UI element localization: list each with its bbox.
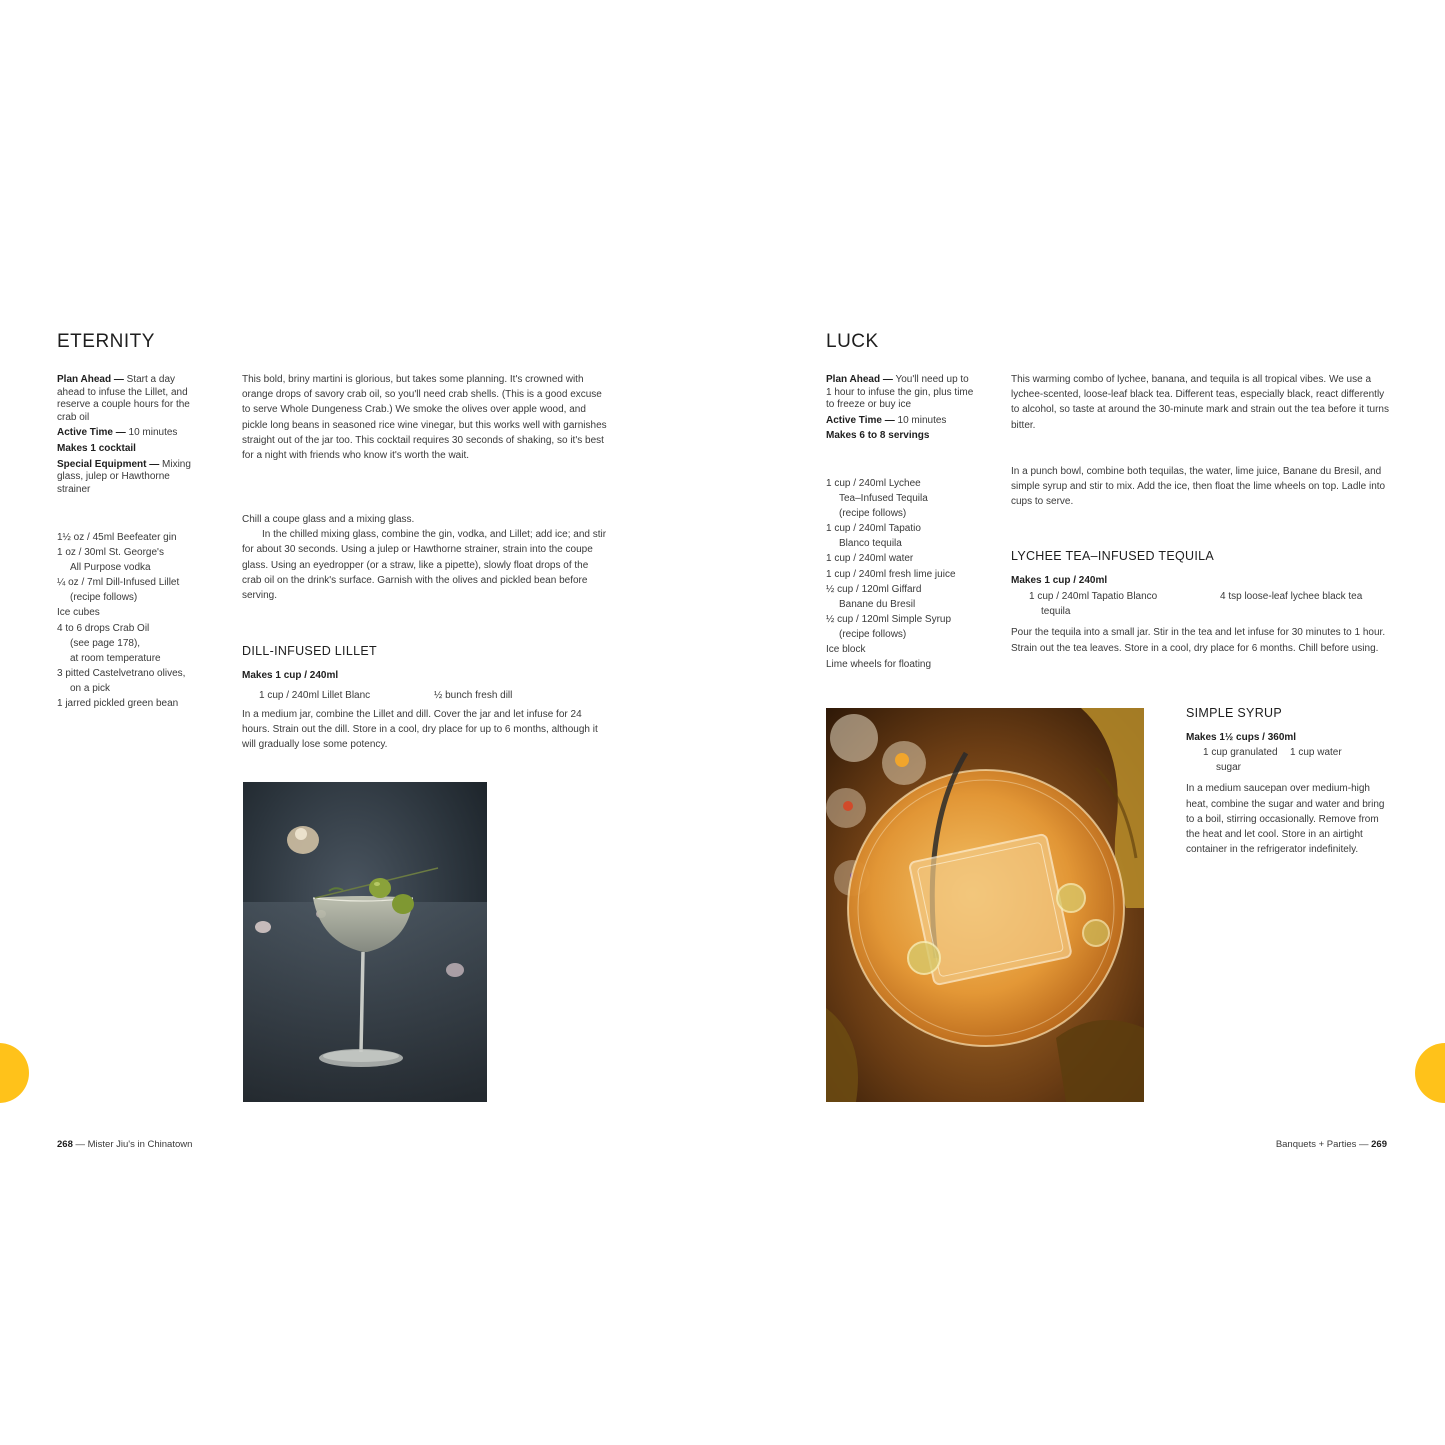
- right-recipe-title: LUCK: [826, 331, 879, 352]
- page-number: 269: [1371, 1139, 1387, 1150]
- subrecipe-yield: Makes 1 cup / 240ml: [1011, 575, 1108, 586]
- plan-ahead: Plan Ahead — Start a day ahead to infuse the Lillet, and reserve a couple hours for the crab oil: [57, 374, 190, 423]
- subrecipe-method: In a medium saucepan over medium-high heat, combine the sugar and water and bring to a boil, stirring occasionally. Remove from the heat and let cool. Store in an airtight container in the refrigerator indefinitely.: [1186, 783, 1385, 856]
- ingredient-item: 1 cup / 240ml Tapatio Blanco tequila: [1029, 591, 1158, 618]
- ingredient-item: 4 to 6 drops Crab Oil (see page 178), at room temperature: [57, 622, 161, 664]
- page-tab-marker-left: [0, 1043, 29, 1103]
- left-page-footer: [57, 1139, 192, 1150]
- subrecipe-title: SIMPLE SYRUP: [1186, 706, 1282, 720]
- left-recipe-meta: [57, 374, 203, 496]
- section-title: Banquets + Parties —: [1275, 1139, 1372, 1150]
- martini-photo: [243, 782, 487, 1102]
- ingredient-item: Ice cubes: [57, 607, 100, 619]
- ingredient-item: Ice block: [826, 644, 866, 656]
- yield: Makes 6 to 8 servings: [826, 430, 930, 442]
- left-method: [242, 512, 610, 603]
- subrecipe-method: In a medium jar, combine the Lillet and dill. Cover the jar and let infuse for 24 hours. Strain out the dill. Store in a cool, dry place for up to 6 months, although it will gradually lose some potency.: [242, 709, 598, 751]
- left-ingredient-list: [57, 530, 217, 711]
- active-time: Active Time — 10 minutes: [826, 414, 947, 426]
- subrecipe-yield: Makes 1½ cups / 360ml: [1186, 732, 1297, 743]
- plan-ahead: Plan Ahead — You'll need up to 1 hour to infuse the gin, plus time to freeze or buy ice: [826, 374, 974, 411]
- ingredient-item: 1 jarred pickled green bean: [57, 698, 179, 710]
- page-tab-marker-right: [1415, 1043, 1445, 1103]
- yield: Makes 1 cocktail: [57, 442, 136, 454]
- subrecipe-yield: Makes 1 cup / 240ml: [242, 670, 339, 681]
- left-intro-text: This bold, briny martini is glorious, but takes some planning. It's crowned with orange drops of savory crab oil, so you'll need crab shells. (This is a good excuse to serve Whole Dungeness Crab.) We smoke the olives over apple wood, and pickle long beans in seasoned rice wine vinegar, but this works well with garnishes straight out of the jar too. This cocktail requires 30 seconds of shaking, so it's best for a night with friends who know it's worth the wait.: [242, 374, 607, 462]
- right-recipe-meta: [826, 374, 976, 443]
- right-intro-text: This warming combo of lychee, banana, and tequila is all tropical vibes. We use a lychee-scented, loose-leaf black tea. Different teas, especially black, react differently to alcohol, so taste at around the 30-minute mark and strain out the tea before it turns bitter.: [1011, 374, 1389, 431]
- ingredient-item: 1 cup / 240ml Lychee Tea–Infused Tequila (recipe follows): [826, 478, 928, 520]
- ingredient-item: 4 tsp loose-leaf lychee black tea: [1220, 591, 1363, 602]
- ingredient-item: 1½ oz / 45ml Beefeater gin: [57, 532, 177, 543]
- subrecipe-ingredients: [1186, 745, 1386, 775]
- ingredient-item: 1 oz / 30ml St. George's All Purpose vodka: [57, 547, 164, 574]
- lychee-tequila-subrecipe: [1011, 549, 1389, 656]
- ingredient-item: 1 cup / 240ml Tapatio Blanco tequila: [826, 523, 921, 550]
- method-step: Chill a coupe glass and a mixing glass.: [242, 514, 415, 525]
- simple-syrup-subrecipe: [1186, 706, 1386, 857]
- ingredient-item: 1 cup / 240ml Lillet Blanc: [259, 690, 371, 701]
- right-method: In a punch bowl, combine both tequilas, the water, lime juice, Banane du Bresil, and simple syrup and stir to mix. Add the ice, then float the lime wheels on top. Ladle into cups to serve.: [1011, 466, 1386, 508]
- ingredient-item: 1 cup granulated sugar: [1203, 747, 1278, 774]
- right-ingredient-list: [826, 476, 991, 672]
- active-time: Active Time — 10 minutes: [57, 427, 178, 439]
- ingredient-item: ½ bunch fresh dill: [434, 690, 513, 701]
- ingredient-item: 1 cup / 240ml water: [826, 553, 914, 565]
- page-number: 268: [57, 1139, 73, 1150]
- subrecipe-title: LYCHEE TEA–INFUSED TEQUILA: [1011, 549, 1214, 563]
- dill-lillet-subrecipe: [242, 644, 610, 753]
- subrecipe-title: DILL-INFUSED LILLET: [242, 644, 377, 658]
- ingredient-item: ½ cup / 120ml Simple Syrup (recipe follows): [826, 613, 952, 640]
- method-step: In the chilled mixing glass, combine the gin, vodka, and Lillet; add ice; and stir for about 30 seconds. Using a julep or Hawthorne strainer, strain into the coupe glass. Using an eyedropper (or a straw, like a pipette), slowly float drops of the crab oil on the drink's surface. Garnish with the olives and pickled bean before serving.: [242, 529, 607, 602]
- ingredient-item: 3 pitted Castelvetrano olives, on a pick: [57, 667, 186, 694]
- right-page-footer: [1276, 1139, 1387, 1150]
- ingredient-item: 1 cup water: [1290, 747, 1342, 758]
- ingredient-item: ½ cup / 120ml Giffard Banane du Bresil: [826, 583, 922, 610]
- ingredient-item: Lime wheels for floating: [826, 659, 932, 671]
- special-equipment: Special Equipment — Mixing glass, julep or Hawthorne strainer: [57, 458, 191, 495]
- subrecipe-method: Pour the tequila into a small jar. Stir in the tea and let infuse for 30 minutes to 1 hour. Strain out the tea leaves. Store in a cool, dry place for 6 months. Chill before using.: [1011, 627, 1386, 654]
- subrecipe-ingredients: [1011, 589, 1389, 619]
- left-recipe-title: ETERNITY: [57, 331, 155, 352]
- punch-bowl-photo: [826, 708, 1144, 1102]
- ingredient-item: ¼ oz / 7ml Dill-Infused Lillet (recipe follows): [57, 577, 180, 604]
- subrecipe-ingredients: [242, 690, 610, 701]
- ingredient-item: 1 cup / 240ml fresh lime juice: [826, 568, 956, 580]
- book-title: — Mister Jiu's in Chinatown: [72, 1139, 193, 1150]
